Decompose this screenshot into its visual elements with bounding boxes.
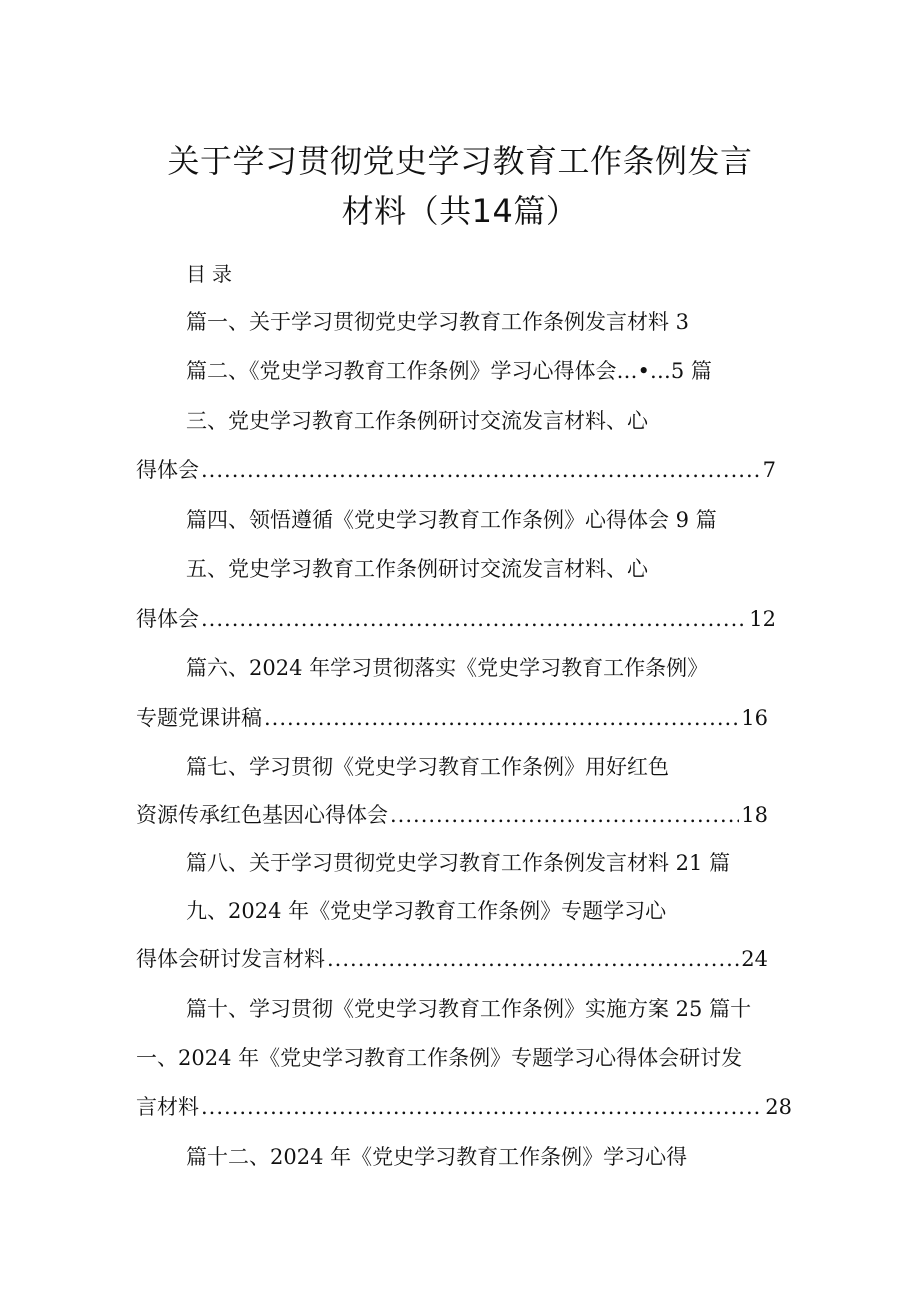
toc-entry-12[interactable]: 篇十二、2024 年《党史学习教育工作条例》学习心得 <box>186 1145 688 1169</box>
toc-entry-2[interactable]: 篇二、《党史学习教育工作条例》学习心得体会…•…5 篇 <box>186 359 712 383</box>
toc-entry-1[interactable]: 篇一、关于学习贯彻党史学习教育工作条例发言材料 3 <box>186 310 690 334</box>
toc-entry-3-page: 7 <box>762 458 776 482</box>
leader-dots <box>327 944 739 974</box>
toc-entry-3[interactable]: 三、党史学习教育工作条例研讨交流发言材料、心 <box>186 409 648 433</box>
leader-dots <box>264 703 739 733</box>
toc-entry-6-continuation[interactable] <box>136 703 768 733</box>
toc-entry-11-continuation[interactable] <box>136 1092 792 1122</box>
toc-entry-6-page: 16 <box>741 706 768 730</box>
toc-entry-10[interactable]: 篇十、学习贯彻《党史学习教育工作条例》实施方案 25 篇十 <box>186 997 752 1021</box>
toc-entry-8[interactable]: 篇八、关于学习贯彻党史学习教育工作条例发言材料 21 篇 <box>186 851 731 875</box>
toc-entry-5[interactable]: 五、党史学习教育工作条例研讨交流发言材料、心 <box>186 557 648 581</box>
toc-entry-9-cont-text: 得体会研讨发言材料 <box>136 947 325 971</box>
toc-entry-11-page: 28 <box>765 1095 792 1119</box>
toc-entry-7-page: 18 <box>741 803 768 827</box>
leader-dots <box>201 455 761 485</box>
toc-entry-3-cont-text: 得体会 <box>136 458 199 482</box>
toc-entry-7[interactable]: 篇七、学习贯彻《党史学习教育工作条例》用好红色 <box>186 755 669 779</box>
toc-entry-5-continuation[interactable] <box>136 604 776 634</box>
leader-dots <box>201 604 747 634</box>
toc-entry-5-cont-text: 得体会 <box>136 607 199 631</box>
toc-entry-9-page: 24 <box>741 947 768 971</box>
leader-dots <box>201 1092 763 1122</box>
leader-dots <box>390 800 739 830</box>
toc-entry-3-continuation[interactable] <box>136 455 776 485</box>
toc-entry-11[interactable]: 一、2024 年《党史学习教育工作条例》专题学习心得体会研讨发 <box>136 1046 743 1070</box>
toc-entry-9[interactable]: 九、2024 年《党史学习教育工作条例》专题学习心 <box>186 899 667 923</box>
toc-entry-9-continuation[interactable] <box>136 944 768 974</box>
toc-entry-5-page: 12 <box>749 607 776 631</box>
toc-entry-11-cont-text: 言材料 <box>136 1095 199 1119</box>
toc-entry-7-cont-text: 资源传承红色基因心得体会 <box>136 803 388 827</box>
toc-entry-7-continuation[interactable] <box>136 800 768 830</box>
document-title-line-2: 材料（共14篇） <box>341 192 579 230</box>
toc-entry-4[interactable]: 篇四、领悟遵循《党史学习教育工作条例》心得体会 9 篇 <box>186 508 717 532</box>
toc-entry-6[interactable]: 篇六、2024 年学习贯彻落实《党史学习教育工作条例》 <box>186 656 709 680</box>
toc-entry-6-cont-text: 专题党课讲稿 <box>136 706 262 730</box>
toc-heading: 目录 <box>186 262 238 286</box>
document-title-line-1: 关于学习贯彻党史学习教育工作条例发言 <box>167 142 753 180</box>
